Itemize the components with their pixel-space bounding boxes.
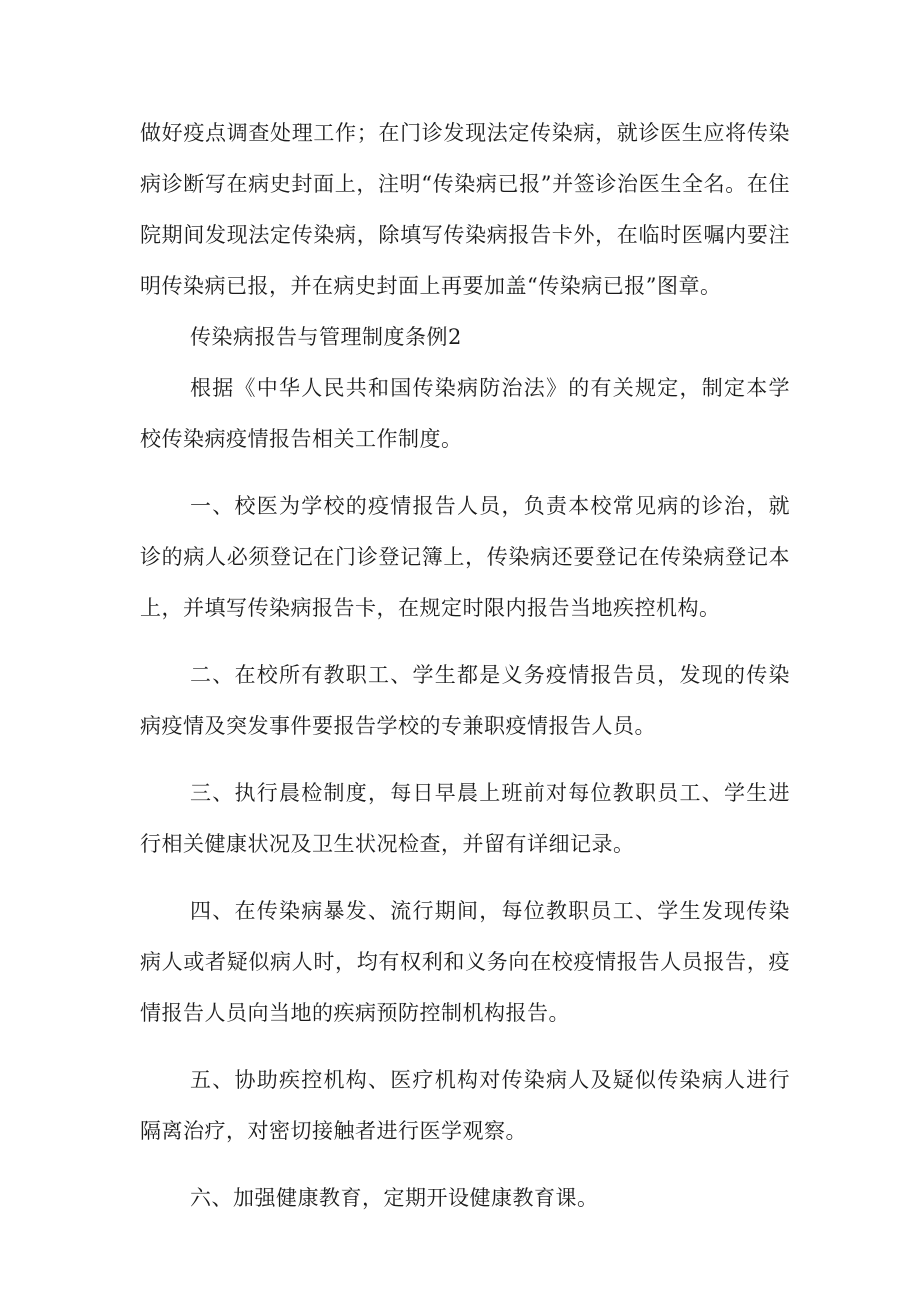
- paragraph-item-5: 五、协助疾控机构、医疗机构对传染病人及疑似传染病人进行隔离治疗，对密切接触者进行医学观察。: [140, 1068, 790, 1143]
- document-body: [140, 108, 790, 1224]
- section-heading: 传染病报告与管理制度条例2: [190, 325, 462, 349]
- paragraph-item-1: 一、校医为学校的疫情报告人员，负责本校常见病的诊治，就诊的病人必须登记在门诊登记簿上，传染病还要登记在传染病登记本上，并填写传染病报告卡，在规定时限内报告当地疾控机构。: [140, 494, 790, 620]
- paragraph-item-2: 二、在校所有教职工、学生都是义务疫情报告员，发现的传染病疫情及突发事件要报告学校的专兼职疫情报告人员。: [140, 663, 790, 738]
- paragraph-item-4: 四、在传染病暴发、流行期间，每位教职员工、学生发现传染病人或者疑似病人时，均有权利和义务向在校疫情报告人员报告，疫情报告人员向当地的疾病预防控制机构报告。: [140, 899, 790, 1025]
- paragraph-continuation: 做好疫点调查处理工作；在门诊发现法定传染病，就诊医生应将传染病诊断写在病史封面上，注明“传染病已报”并签诊治医生全名。在住院期间发现法定传染病，除填写传染病报告卡外，在临时医嘱内要注明传染病已报，并在病史封面上再要加盖“传染病已报”图章。: [140, 121, 790, 298]
- paragraph-item-6: 六、加强健康教育，定期开设健康教育课。: [190, 1186, 599, 1210]
- paragraph-item-3: 三、执行晨检制度，每日早晨上班前对每位教职员工、学生进行相关健康状况及卫生状况检查，并留有详细记录。: [140, 781, 790, 856]
- paragraph-intro: 根据《中华人民共和国传染病防治法》的有关规定，制定本学校传染病疫情报告相关工作制度。: [140, 376, 790, 451]
